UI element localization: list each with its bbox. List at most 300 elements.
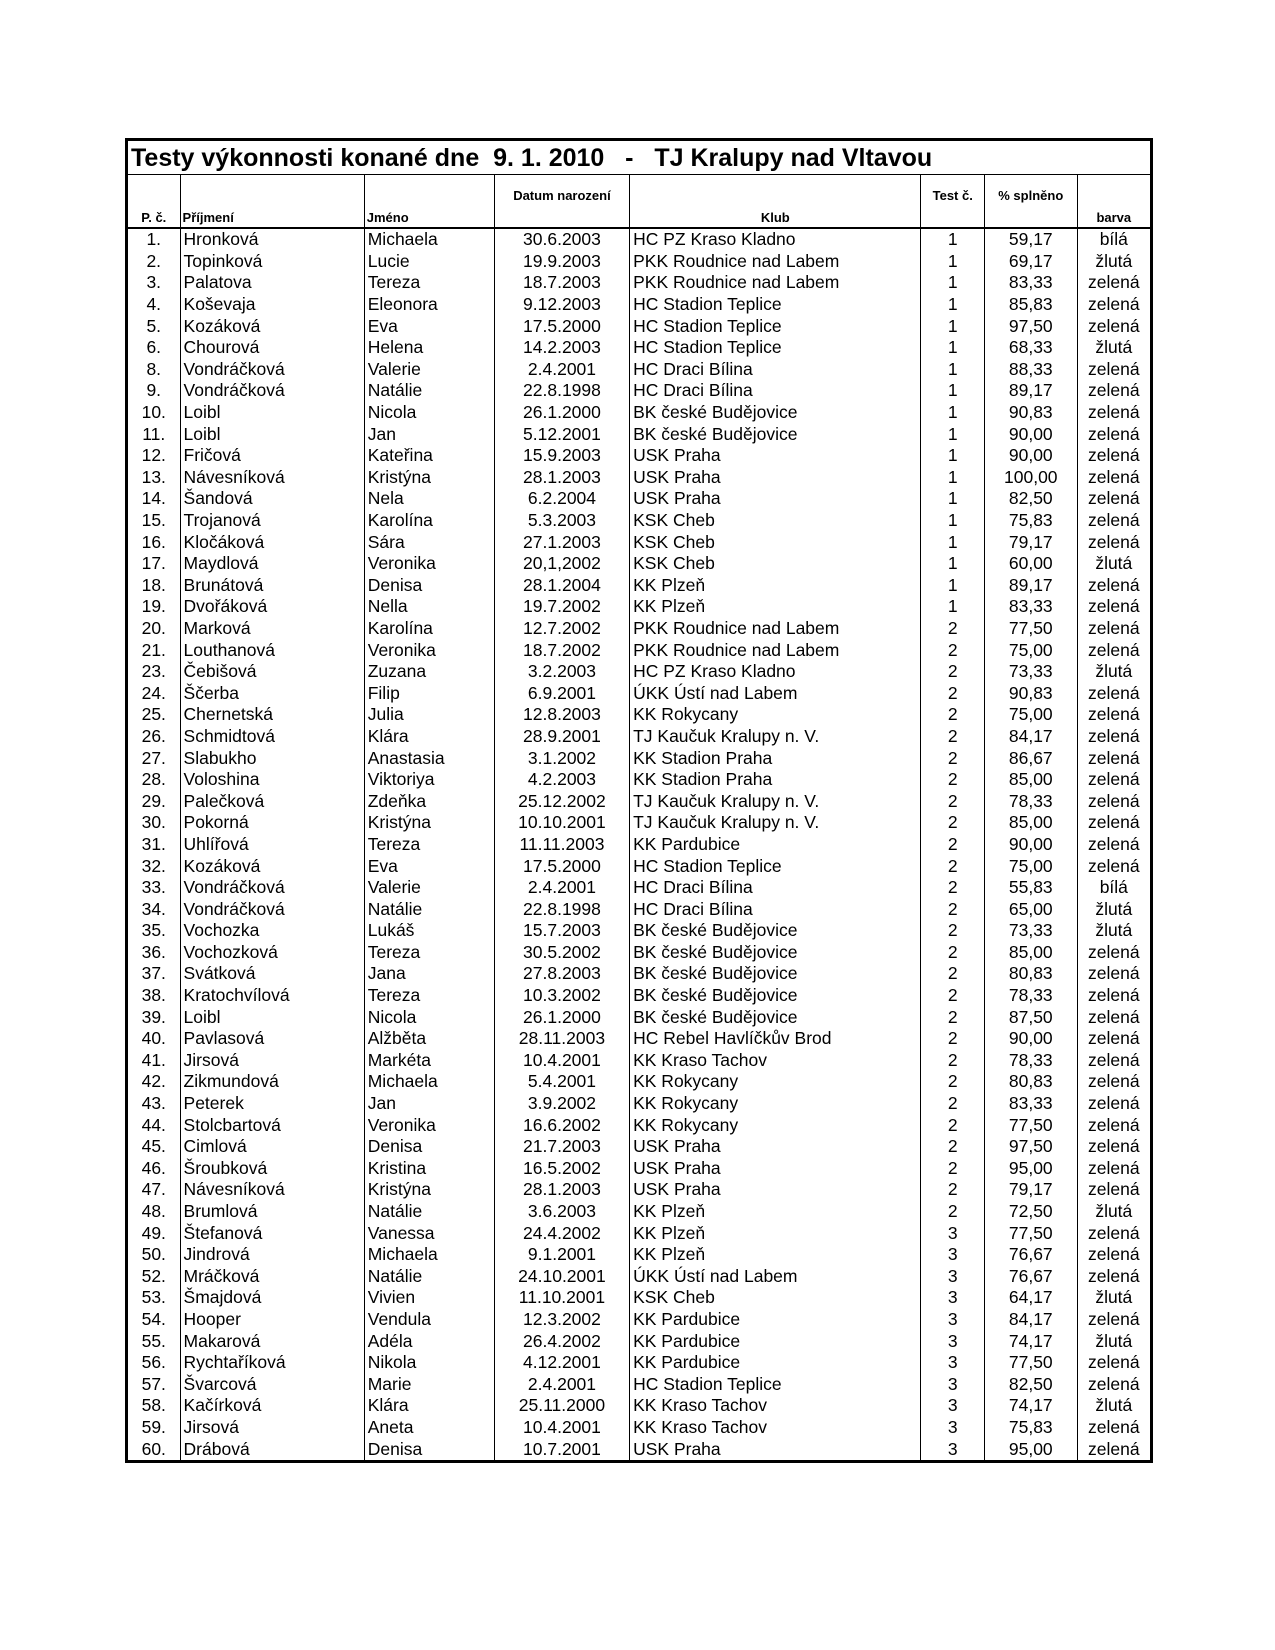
- cell-percent: 72,50: [984, 1201, 1077, 1223]
- cell-club: KK Pardubice: [630, 834, 921, 856]
- cell-no: 18.: [141, 574, 166, 595]
- cell-percent: 75,00: [984, 855, 1077, 877]
- cell-test: 3: [921, 1244, 984, 1266]
- cell-name: Nikola: [364, 1352, 494, 1374]
- cell-dob: 5.4.2001: [494, 1071, 629, 1093]
- cell-percent: 84,17: [984, 726, 1077, 748]
- cell-color: zelená: [1077, 359, 1150, 381]
- table-row: [128, 1395, 1150, 1417]
- cell-surname: Peterek: [180, 1093, 364, 1115]
- cell-color: bílá: [1077, 877, 1150, 899]
- cell-dob: 24.4.2002: [494, 1222, 629, 1244]
- cell-no: 48.: [141, 1201, 166, 1222]
- table-row: [128, 942, 1150, 964]
- cell-test: 2: [921, 920, 984, 942]
- cell-no: 17.: [141, 553, 166, 574]
- cell-color: zelená: [1077, 639, 1150, 661]
- cell-name: Kateřina: [364, 445, 494, 467]
- cell-club: KK Rokycany: [630, 1114, 921, 1136]
- cell-test: 2: [921, 661, 984, 683]
- cell-dob: 22.8.1998: [494, 898, 629, 920]
- cell-test: 2: [921, 1179, 984, 1201]
- cell-percent: 80,83: [984, 1071, 1077, 1093]
- table-row: [128, 294, 1150, 316]
- cell-percent: 84,17: [984, 1309, 1077, 1331]
- cell-club: HC Stadion Teplice: [630, 294, 921, 316]
- cell-no: 42.: [141, 1071, 166, 1092]
- cell-color: zelená: [1077, 790, 1150, 812]
- cell-percent: 83,33: [984, 1093, 1077, 1115]
- cell-color: zelená: [1077, 380, 1150, 402]
- cell-dob: 6.9.2001: [494, 682, 629, 704]
- cell-dob: 28.11.2003: [494, 1028, 629, 1050]
- cell-test: 1: [921, 315, 984, 337]
- cell-dob: 2.4.2001: [494, 1373, 629, 1395]
- cell-club: HC PZ Kraso Kladno: [630, 228, 921, 251]
- cell-test: 3: [921, 1222, 984, 1244]
- cell-club: USK Praha: [630, 488, 921, 510]
- cell-club: KK Rokycany: [630, 704, 921, 726]
- cell-color: žlutá: [1077, 337, 1150, 359]
- cell-club: KK Kraso Tachov: [630, 1395, 921, 1417]
- table-row: [128, 639, 1150, 661]
- cell-color: zelená: [1077, 1222, 1150, 1244]
- cell-dob: 10.7.2001: [494, 1438, 629, 1460]
- cell-club: HC Stadion Teplice: [630, 1373, 921, 1395]
- cell-no: 34.: [141, 898, 166, 919]
- table-row: [128, 747, 1150, 769]
- cell-percent: 75,00: [984, 704, 1077, 726]
- results-sheet: [125, 138, 1153, 1463]
- cell-no: 58.: [141, 1395, 166, 1416]
- cell-club: PKK Roudnice nad Labem: [630, 639, 921, 661]
- header-name: Jméno: [364, 175, 494, 228]
- cell-no: 4.: [146, 294, 162, 315]
- cell-no: 57.: [141, 1373, 166, 1394]
- cell-color: zelená: [1077, 1158, 1150, 1180]
- table-row: [128, 337, 1150, 359]
- cell-percent: 79,17: [984, 531, 1077, 553]
- cell-percent: 79,17: [984, 1179, 1077, 1201]
- cell-name: Denisa: [364, 1438, 494, 1460]
- table-row: [128, 1244, 1150, 1266]
- table-row: [128, 920, 1150, 942]
- cell-percent: 83,33: [984, 272, 1077, 294]
- cell-percent: 75,83: [984, 510, 1077, 532]
- cell-percent: 90,00: [984, 834, 1077, 856]
- cell-no: 5.: [146, 315, 162, 336]
- cell-name: Valerie: [364, 359, 494, 381]
- cell-percent: 73,33: [984, 661, 1077, 683]
- table-row: [128, 553, 1150, 575]
- cell-percent: 90,83: [984, 402, 1077, 424]
- cell-dob: 3.1.2002: [494, 747, 629, 769]
- cell-name: Tereza: [364, 985, 494, 1007]
- cell-club: HC Draci Bílina: [630, 359, 921, 381]
- table-row: [128, 877, 1150, 899]
- cell-color: zelená: [1077, 1373, 1150, 1395]
- cell-no: 56.: [141, 1352, 166, 1373]
- table-row: [128, 1114, 1150, 1136]
- cell-color: zelená: [1077, 1136, 1150, 1158]
- cell-percent: 90,00: [984, 1028, 1077, 1050]
- cell-name: Jan: [364, 423, 494, 445]
- cell-surname: Mráčková: [180, 1266, 364, 1288]
- table-row: [128, 531, 1150, 553]
- cell-no: 39.: [141, 1006, 166, 1027]
- cell-percent: 97,50: [984, 1136, 1077, 1158]
- cell-test: 1: [921, 531, 984, 553]
- table-row: [128, 1201, 1150, 1223]
- cell-test: 2: [921, 682, 984, 704]
- cell-name: Valerie: [364, 877, 494, 899]
- cell-dob: 10.4.2001: [494, 1417, 629, 1439]
- cell-color: zelená: [1077, 1266, 1150, 1288]
- cell-club: KK Plzeň: [630, 596, 921, 618]
- table-row: [128, 1438, 1150, 1460]
- cell-no: 37.: [141, 963, 166, 984]
- cell-surname: Kačírková: [180, 1395, 364, 1417]
- cell-surname: Drábová: [180, 1438, 364, 1460]
- cell-name: Nella: [364, 596, 494, 618]
- cell-surname: Čebišová: [180, 661, 364, 683]
- cell-club: USK Praha: [630, 1179, 921, 1201]
- table-row: [128, 1179, 1150, 1201]
- cell-no: 1.: [146, 229, 162, 250]
- cell-percent: 85,83: [984, 294, 1077, 316]
- cell-percent: 77,50: [984, 1352, 1077, 1374]
- cell-no: 2.: [146, 250, 162, 271]
- cell-test: 2: [921, 769, 984, 791]
- cell-color: zelená: [1077, 726, 1150, 748]
- cell-club: HC Rebel Havlíčkův Brod: [630, 1028, 921, 1050]
- cell-percent: 82,50: [984, 488, 1077, 510]
- cell-surname: Šroubková: [180, 1158, 364, 1180]
- cell-name: Natálie: [364, 1201, 494, 1223]
- cell-color: žlutá: [1077, 251, 1150, 273]
- table-row: [128, 1006, 1150, 1028]
- cell-club: BK české Budějovice: [630, 963, 921, 985]
- cell-club: KK Plzeň: [630, 575, 921, 597]
- cell-club: KSK Cheb: [630, 553, 921, 575]
- cell-name: Vendula: [364, 1309, 494, 1331]
- cell-surname: Brunátová: [180, 575, 364, 597]
- cell-club: USK Praha: [630, 445, 921, 467]
- cell-color: zelená: [1077, 1438, 1150, 1460]
- cell-test: 3: [921, 1266, 984, 1288]
- cell-test: 2: [921, 1158, 984, 1180]
- cell-surname: Hronková: [180, 228, 364, 251]
- cell-percent: 77,50: [984, 1222, 1077, 1244]
- cell-test: 2: [921, 942, 984, 964]
- cell-name: Marie: [364, 1373, 494, 1395]
- cell-percent: 76,67: [984, 1266, 1077, 1288]
- cell-dob: 26.1.2000: [494, 1006, 629, 1028]
- cell-dob: 4.2.2003: [494, 769, 629, 791]
- cell-surname: Hooper: [180, 1309, 364, 1331]
- cell-surname: Vondráčková: [180, 898, 364, 920]
- cell-name: Eleonora: [364, 294, 494, 316]
- table-row: [128, 402, 1150, 424]
- cell-no: 21.: [141, 639, 166, 660]
- cell-surname: Stolcbartová: [180, 1114, 364, 1136]
- cell-test: 2: [921, 1050, 984, 1072]
- cell-dob: 19.9.2003: [494, 251, 629, 273]
- cell-surname: Dvořáková: [180, 596, 364, 618]
- cell-surname: Kozáková: [180, 855, 364, 877]
- cell-test: 1: [921, 510, 984, 532]
- cell-no: 55.: [141, 1330, 166, 1351]
- cell-surname: Palatova: [180, 272, 364, 294]
- table-row: [128, 1373, 1150, 1395]
- cell-dob: 10.10.2001: [494, 812, 629, 834]
- table-row: [128, 985, 1150, 1007]
- cell-percent: 76,67: [984, 1244, 1077, 1266]
- cell-surname: Rychtaříková: [180, 1352, 364, 1374]
- cell-dob: 4.12.2001: [494, 1352, 629, 1374]
- cell-surname: Svátková: [180, 963, 364, 985]
- cell-name: Kristýna: [364, 1179, 494, 1201]
- results-table: [128, 175, 1150, 1460]
- cell-surname: Návesníková: [180, 467, 364, 489]
- cell-color: žlutá: [1077, 898, 1150, 920]
- cell-name: Anastasia: [364, 747, 494, 769]
- cell-percent: 60,00: [984, 553, 1077, 575]
- table-row: [128, 423, 1150, 445]
- cell-dob: 30.5.2002: [494, 942, 629, 964]
- cell-test: 1: [921, 488, 984, 510]
- cell-percent: 86,67: [984, 747, 1077, 769]
- cell-no: 46.: [141, 1157, 166, 1178]
- cell-club: HC Draci Bílina: [630, 877, 921, 899]
- cell-dob: 28.1.2004: [494, 575, 629, 597]
- cell-no: 30.: [141, 812, 166, 833]
- cell-dob: 27.1.2003: [494, 531, 629, 553]
- cell-no: 49.: [141, 1222, 166, 1243]
- cell-color: žlutá: [1077, 1287, 1150, 1309]
- cell-no: 44.: [141, 1114, 166, 1135]
- cell-surname: Šandová: [180, 488, 364, 510]
- cell-surname: Palečková: [180, 790, 364, 812]
- cell-dob: 16.6.2002: [494, 1114, 629, 1136]
- cell-surname: Louthanová: [180, 639, 364, 661]
- cell-name: Lucie: [364, 251, 494, 273]
- cell-color: zelená: [1077, 272, 1150, 294]
- cell-name: Vivien: [364, 1287, 494, 1309]
- cell-surname: Loibl: [180, 1006, 364, 1028]
- table-row: [128, 1028, 1150, 1050]
- cell-name: Aneta: [364, 1417, 494, 1439]
- cell-percent: 78,33: [984, 790, 1077, 812]
- cell-name: Veronika: [364, 553, 494, 575]
- table-row: [128, 359, 1150, 381]
- cell-dob: 22.8.1998: [494, 380, 629, 402]
- table-row: [128, 682, 1150, 704]
- cell-test: 1: [921, 337, 984, 359]
- cell-name: Eva: [364, 315, 494, 337]
- cell-name: Natálie: [364, 898, 494, 920]
- cell-percent: 85,00: [984, 942, 1077, 964]
- cell-color: bílá: [1077, 228, 1150, 251]
- cell-percent: 55,83: [984, 877, 1077, 899]
- cell-club: BK české Budějovice: [630, 1006, 921, 1028]
- cell-color: zelená: [1077, 596, 1150, 618]
- cell-surname: Kratochvílová: [180, 985, 364, 1007]
- cell-test: 1: [921, 359, 984, 381]
- cell-name: Tereza: [364, 272, 494, 294]
- cell-test: 2: [921, 834, 984, 856]
- cell-surname: Topinková: [180, 251, 364, 273]
- cell-percent: 78,33: [984, 985, 1077, 1007]
- cell-surname: Vochozková: [180, 942, 364, 964]
- cell-test: 3: [921, 1417, 984, 1439]
- cell-name: Helena: [364, 337, 494, 359]
- cell-color: zelená: [1077, 1244, 1150, 1266]
- cell-dob: 26.4.2002: [494, 1330, 629, 1352]
- table-row: [128, 1093, 1150, 1115]
- table-row: [128, 228, 1150, 251]
- cell-surname: Loibl: [180, 402, 364, 424]
- cell-color: zelená: [1077, 747, 1150, 769]
- cell-dob: 20,1,2002: [494, 553, 629, 575]
- cell-test: 3: [921, 1330, 984, 1352]
- cell-no: 54.: [141, 1308, 166, 1329]
- cell-dob: 10.3.2002: [494, 985, 629, 1007]
- cell-test: 2: [921, 618, 984, 640]
- cell-club: PKK Roudnice nad Labem: [630, 251, 921, 273]
- cell-percent: 90,00: [984, 423, 1077, 445]
- header-no: P. č.: [128, 175, 180, 228]
- cell-color: žlutá: [1077, 920, 1150, 942]
- cell-color: žlutá: [1077, 1395, 1150, 1417]
- cell-dob: 3.9.2002: [494, 1093, 629, 1115]
- cell-surname: Vondráčková: [180, 380, 364, 402]
- cell-name: Lukáš: [364, 920, 494, 942]
- cell-club: ÚKK Ústí nad Labem: [630, 1266, 921, 1288]
- cell-test: 2: [921, 1114, 984, 1136]
- cell-dob: 10.4.2001: [494, 1050, 629, 1072]
- table-row: [128, 1050, 1150, 1072]
- cell-surname: Zikmundová: [180, 1071, 364, 1093]
- header-percent: % splněno: [984, 175, 1077, 228]
- cell-percent: 77,50: [984, 1114, 1077, 1136]
- cell-test: 1: [921, 467, 984, 489]
- cell-percent: 69,17: [984, 251, 1077, 273]
- cell-surname: Ščerba: [180, 682, 364, 704]
- cell-percent: 89,17: [984, 380, 1077, 402]
- cell-dob: 30.6.2003: [494, 228, 629, 251]
- cell-club: PKK Roudnice nad Labem: [630, 618, 921, 640]
- cell-test: 2: [921, 877, 984, 899]
- cell-surname: Uhlířová: [180, 834, 364, 856]
- cell-test: 1: [921, 553, 984, 575]
- cell-club: HC Draci Bílina: [630, 380, 921, 402]
- cell-test: 1: [921, 272, 984, 294]
- cell-percent: 59,17: [984, 228, 1077, 251]
- cell-surname: Vochozka: [180, 920, 364, 942]
- cell-color: zelená: [1077, 1071, 1150, 1093]
- cell-name: Nela: [364, 488, 494, 510]
- cell-name: Denisa: [364, 1136, 494, 1158]
- header-dob: Datum narození: [494, 175, 629, 228]
- cell-club: KK Pardubice: [630, 1309, 921, 1331]
- cell-percent: 95,00: [984, 1158, 1077, 1180]
- cell-dob: 25.11.2000: [494, 1395, 629, 1417]
- table-row: [128, 467, 1150, 489]
- sheet-title: Testy výkonnosti konané dne 9. 1. 2010 - TJ Kralupy nad Vltavou: [128, 141, 1150, 175]
- cell-dob: 21.7.2003: [494, 1136, 629, 1158]
- cell-dob: 15.9.2003: [494, 445, 629, 467]
- cell-percent: 97,50: [984, 315, 1077, 337]
- cell-club: KSK Cheb: [630, 531, 921, 553]
- table-row: [128, 726, 1150, 748]
- cell-dob: 12.7.2002: [494, 618, 629, 640]
- cell-name: Markéta: [364, 1050, 494, 1072]
- cell-test: 3: [921, 1438, 984, 1460]
- cell-name: Vanessa: [364, 1222, 494, 1244]
- cell-test: 1: [921, 596, 984, 618]
- cell-test: 3: [921, 1395, 984, 1417]
- cell-percent: 89,17: [984, 575, 1077, 597]
- cell-no: 59.: [141, 1416, 166, 1437]
- cell-dob: 5.3.2003: [494, 510, 629, 532]
- cell-color: zelená: [1077, 488, 1150, 510]
- cell-name: Tereza: [364, 942, 494, 964]
- cell-no: 14.: [141, 488, 166, 509]
- cell-color: zelená: [1077, 618, 1150, 640]
- cell-surname: Makarová: [180, 1330, 364, 1352]
- cell-name: Jan: [364, 1093, 494, 1115]
- cell-no: 50.: [141, 1244, 166, 1265]
- cell-percent: 77,50: [984, 618, 1077, 640]
- cell-color: žlutá: [1077, 1330, 1150, 1352]
- cell-club: KK Plzeň: [630, 1222, 921, 1244]
- cell-test: 2: [921, 1028, 984, 1050]
- cell-dob: 26.1.2000: [494, 402, 629, 424]
- header-surname: Příjmení: [180, 175, 364, 228]
- table-row: [128, 251, 1150, 273]
- cell-color: zelená: [1077, 1179, 1150, 1201]
- cell-color: žlutá: [1077, 661, 1150, 683]
- cell-club: HC Stadion Teplice: [630, 315, 921, 337]
- cell-club: TJ Kaučuk Kralupy n. V.: [630, 726, 921, 748]
- cell-club: KK Kraso Tachov: [630, 1417, 921, 1439]
- cell-surname: Schmidtová: [180, 726, 364, 748]
- cell-percent: 68,33: [984, 337, 1077, 359]
- cell-dob: 5.12.2001: [494, 423, 629, 445]
- cell-name: Zdeňka: [364, 790, 494, 812]
- cell-color: zelená: [1077, 942, 1150, 964]
- table-row: [128, 510, 1150, 532]
- table-row: [128, 1136, 1150, 1158]
- cell-dob: 24.10.2001: [494, 1266, 629, 1288]
- cell-test: 3: [921, 1352, 984, 1374]
- cell-percent: 90,00: [984, 445, 1077, 467]
- cell-no: 23.: [141, 661, 166, 682]
- cell-name: Nicola: [364, 1006, 494, 1028]
- cell-club: BK české Budějovice: [630, 985, 921, 1007]
- cell-name: Julia: [364, 704, 494, 726]
- cell-name: Sára: [364, 531, 494, 553]
- cell-test: 2: [921, 1201, 984, 1223]
- cell-color: zelená: [1077, 531, 1150, 553]
- cell-color: zelená: [1077, 963, 1150, 985]
- header-test: Test č.: [921, 175, 984, 228]
- cell-color: zelená: [1077, 682, 1150, 704]
- cell-no: 8.: [146, 358, 162, 379]
- cell-surname: Slabukho: [180, 747, 364, 769]
- cell-test: 2: [921, 639, 984, 661]
